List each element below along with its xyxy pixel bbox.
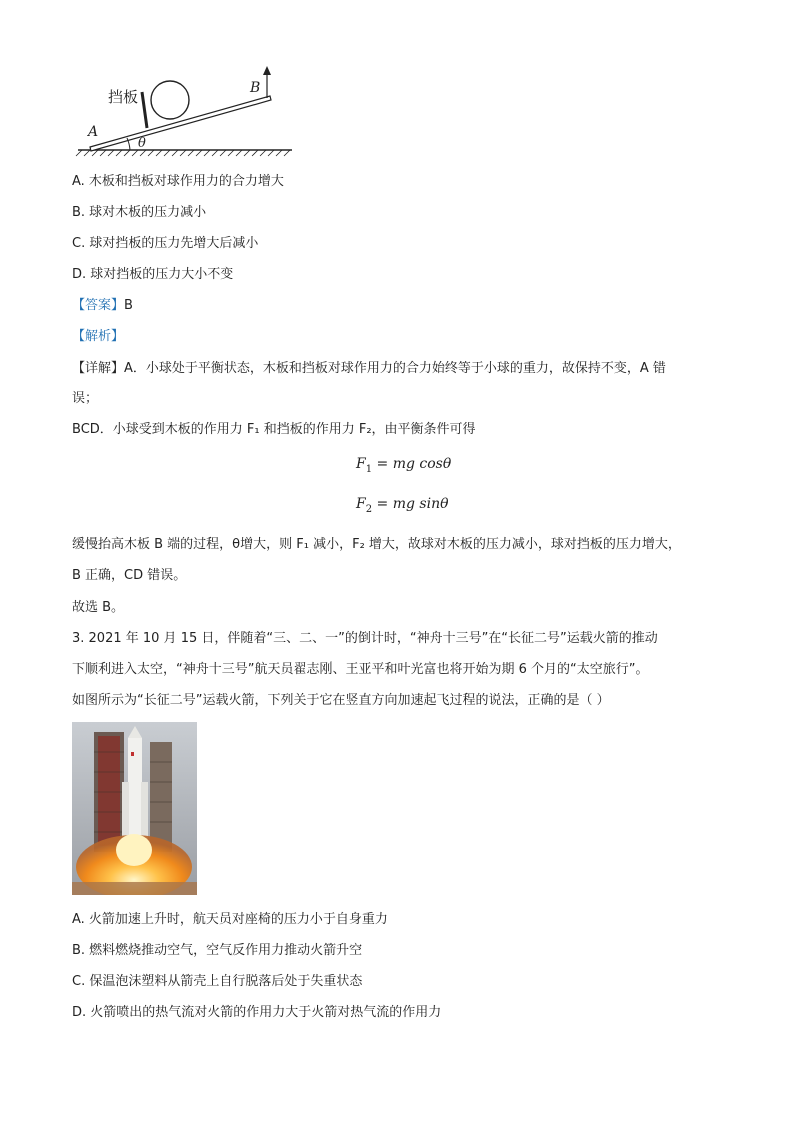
- detail-text-1: A．小球处于平衡状态，木板和挡板对球作用力的合力始终等于小球的重力，故保持不变，A 错: [124, 361, 666, 376]
- rocket-photo: [72, 722, 197, 895]
- label-b: B: [250, 80, 261, 96]
- label-plate: 挡板: [108, 88, 139, 106]
- detail-line-1: [72, 359, 666, 379]
- choose-line: 故选 B。: [72, 600, 125, 615]
- eq1-lhs: F: [356, 456, 366, 472]
- q3-option-d: D. 火箭喷出的热气流对火箭的作用力大于火箭对热气流的作用力: [72, 1005, 442, 1020]
- answer-tag: 【答案】: [72, 298, 125, 313]
- q3-stem-3: 如图所示为“长征二号”运载火箭，下列关于它在竖直方向加速起飞过程的说法，正确的是（ ）: [72, 693, 610, 708]
- q2-option-b: B. 球对木板的压力减小: [72, 205, 207, 220]
- eq1-rhs: = mg cosθ: [372, 456, 452, 472]
- bcd-line: BCD．小球受到木板的作用力 F₁ 和挡板的作用力 F₂，由平衡条件可得: [72, 422, 476, 437]
- equation-1: [356, 456, 451, 475]
- q3-stem-1: 3. 2021 年 10 月 15 日，伴随着“三、二、一”的倒计时，“神舟十三号”在“长征二号”运载火箭的推动: [72, 631, 658, 646]
- incline-figure: [70, 62, 310, 162]
- label-a: A: [88, 124, 99, 140]
- eq1-sub: 1: [365, 463, 373, 475]
- q3-option-b: B. 燃料燃烧推动空气，空气反作用力推动火箭升空: [72, 943, 363, 958]
- q3-stem-2: 下顺利进入太空，“神舟十三号”航天员翟志刚、王亚平和叶光富也将开始为期 6 个月的“太空旅行”。: [72, 662, 649, 677]
- analysis-tag: 【解析】: [72, 329, 125, 344]
- q2-option-d: D. 球对挡板的压力大小不变: [72, 267, 234, 282]
- q2-option-a: A. 木板和挡板对球作用力的合力增大: [72, 174, 284, 189]
- label-theta: θ: [138, 136, 146, 151]
- eq2-rhs: = mg sinθ: [372, 496, 449, 512]
- answer-value: B: [124, 298, 133, 313]
- detail-line-2: 误；: [72, 391, 99, 406]
- eq2-lhs: F: [356, 496, 366, 512]
- ground-hatching: [76, 150, 290, 156]
- baffle: [142, 92, 147, 128]
- detail-tag: 【详解】: [72, 361, 125, 376]
- q2-option-c: C. 球对挡板的压力先增大后减小: [72, 236, 259, 251]
- answer-line: [72, 296, 133, 316]
- equation-2: [356, 496, 449, 515]
- ball: [151, 81, 189, 119]
- q3-option-c: C. 保温泡沫塑料从箭壳上自行脱落后处于失重状态: [72, 974, 363, 989]
- lift-arrowhead: [263, 66, 271, 75]
- conclusion-line-1: 缓慢抬高木板 B 端的过程，θ增大，则 F₁ 减小，F₂ 增大，故球对木板的压力减小，球对挡板的压力增大，: [72, 537, 681, 552]
- q3-option-a: A. 火箭加速上升时，航天员对座椅的压力小于自身重力: [72, 912, 388, 927]
- eq2-sub: 2: [365, 503, 373, 515]
- conclusion-line-2: B 正确，CD 错误。: [72, 568, 187, 583]
